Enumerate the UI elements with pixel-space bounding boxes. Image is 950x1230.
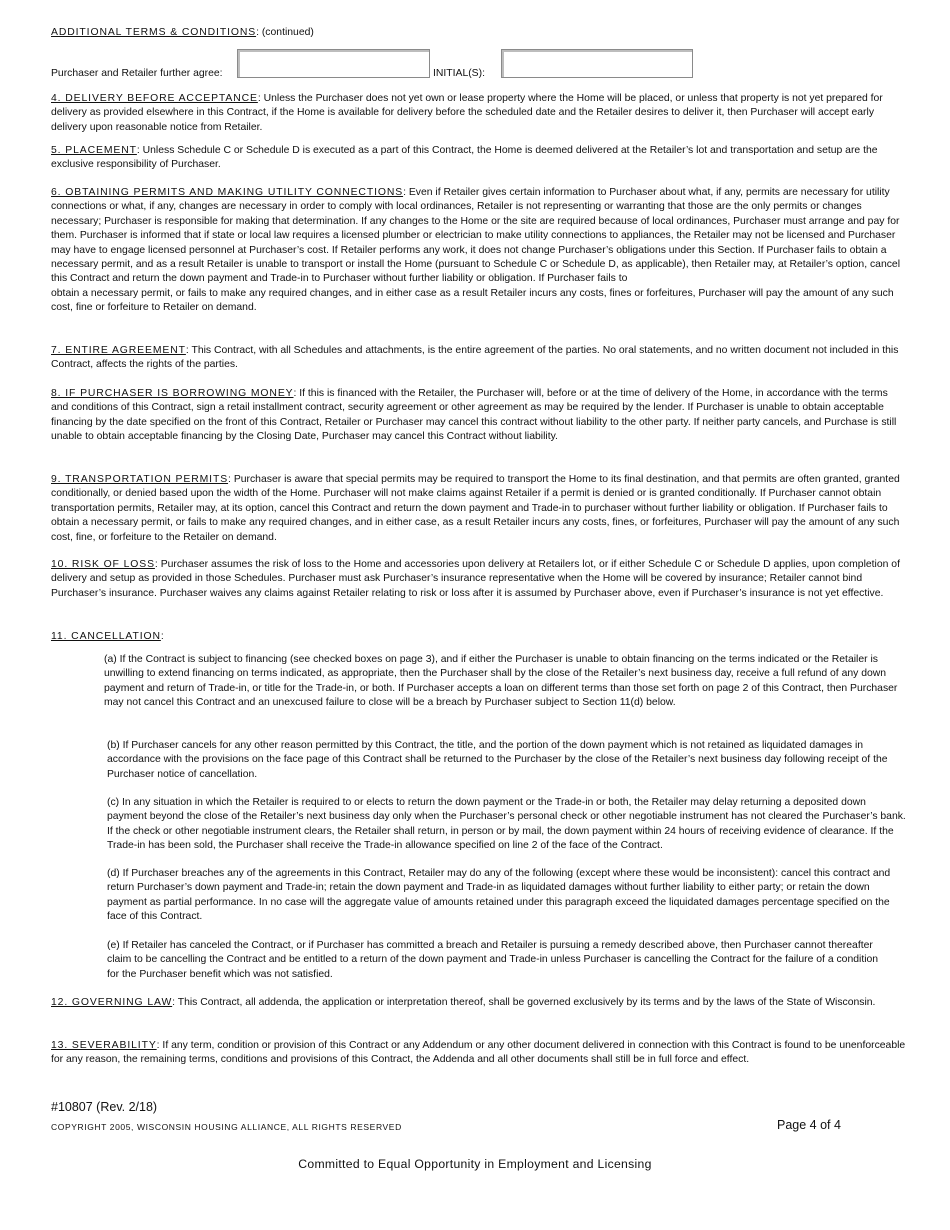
section-11-a: (a) If the Contract is subject to financing (see checked boxes on page 3), and if either the Purchaser is unable to obtain financing on the terms indicated or the Retailer is unwilling to extend financing on terms indicated, as appropriate, then the Purchaser shall by the close of the Retailer’s next business day, receive a full refund of any down payment and return of Trade-in, or title for the Trade-in, or both. If Purchaser accepts a loan on different terms than those set forth on page 2 of this Contract, then Purchaser may not cancel this Contract and an unexcused failure to close will be a breach by Purchaser subject to Section 11(d) below. xyxy=(104,654,898,709)
section-6-body-continued: obtain a necessary permit, or fails to make any required changes, and in either case as a result Retailer incurs any costs, fines or forfeitures, Purchaser will pay the amount of any such cost, fine or forfeiture to Retailer on demand. xyxy=(51,287,894,314)
section-12 xyxy=(51,996,907,1010)
section-8 xyxy=(51,387,907,445)
section-6-heading: 6. OBTAINING PERMITS AND MAKING UTILITY CONNECTIONS xyxy=(51,187,404,198)
form-number: #10807 (Rev. 2/18) xyxy=(51,1100,158,1114)
section-11-e: (e) If Retailer has canceled the Contract, or if Purchaser has committed a breach and Retailer is pursuing a remedy described above, then Purchaser cannot thereafter claim to be cancelling the Contract and be entitled to a return of the down payment and Trade-in unless Purchaser is cancelling the Contract for the failure of a condition for the Purchaser benefit which was not satisfied. xyxy=(107,940,879,980)
initials-input[interactable] xyxy=(501,49,693,78)
header-title-suffix: : (continued) xyxy=(256,27,314,38)
agree-label: Purchaser and Retailer further agree: xyxy=(51,68,223,79)
section-12-heading: 12. GOVERNING LAW xyxy=(51,997,173,1008)
section-11 xyxy=(51,630,907,644)
section-11-d: (d) If Purchaser breaches any of the agreements in this Contract, Retailer may do any of the following (except where these would be inconsistent): cancel this contract and return Purchaser’s down payment and Trade-in; retain the down payment and Trade-in as liquidated damages without further liability to either party; or retain the down payment as partial performance. In no case will the aggregate value of amounts retained under this paragraph exceed the liquidated damages percentage specified on the face of this Contract. xyxy=(107,868,891,923)
section-9-heading: 9. TRANSPORTATION PERMITS xyxy=(51,474,229,485)
section-13-body: : If any term, condition or provision of this Contract or any Addendum or any other document delivered in connection with this Contract is found to be unenforceable for any reason, the remaining terms, conditions and provisions of this Contract, the Addenda and all other documents shall still be in full force and effect. xyxy=(51,1040,906,1066)
section-10-heading: 10. RISK OF LOSS xyxy=(51,559,155,570)
section-8-heading: 8. IF PURCHASER IS BORROWING MONEY xyxy=(51,388,294,399)
footer-tagline: Committed to Equal Opportunity in Employment and Licensing xyxy=(298,1157,652,1171)
section-5-body: : Unless Schedule C or Schedule D is executed as a part of this Contract, the Home is deemed delivered at the Retailer’s lot and transportation and setup are the exclusive responsibility of Purchaser. xyxy=(51,145,878,171)
section-7-heading: 7. ENTIRE AGREEMENT xyxy=(51,345,186,356)
section-13 xyxy=(51,1039,907,1068)
page-header xyxy=(51,26,907,40)
section-12-body: : This Contract, all addenda, the application or interpretation thereof, shall be governed exclusively by its terms and by the laws of the State of Wisconsin. xyxy=(172,997,876,1008)
copyright: COPYRIGHT 2005, WISCONSIN HOUSING ALLIANCE, ALL RIGHTS RESERVED xyxy=(51,1122,402,1132)
section-4-heading: 4. DELIVERY BEFORE ACCEPTANCE xyxy=(51,93,258,104)
section-6 xyxy=(51,186,907,316)
section-10 xyxy=(51,558,907,601)
section-8-body-continued: unable to obtain acceptable financing by the Closing Date, Purchaser may cancel this Contract without liability. xyxy=(51,431,558,443)
section-11-colon: : xyxy=(160,631,164,642)
section-7 xyxy=(51,344,907,373)
section-11-c: (c) In any situation in which the Retailer is required to or elects to return the down payment or the Trade-in or both, the Retailer may delay returning a deposited down payment beyond the close of the Retailer’s next business day only when the Purchaser’s personal check or other negotiable instrument has not cleared the Purchaser’s bank. If the check or other negotiable instrument clears, the Retailer shall return, in person or by mail, the down payment within 24 hours of receiving evidence of clearance. If the Trade-in has been sold, the Purchaser shall receive the Trade-in allowance specified on line 2 of the face of the Contract. xyxy=(107,797,906,852)
section-4-body: : Unless the Purchaser does not yet own or lease property where the Home will be placed, or unless that property is not yet prepared for delivery as provided elsewhere in this Contract, if the Home is available for delivery before the scheduled date and the Retailer desires to deliver it, then Purchaser will accept early delivery upon reasonable notice from Retailer. xyxy=(51,93,883,133)
page-number: Page 4 of 4 xyxy=(777,1118,841,1132)
section-13-heading: 13. SEVERABILITY xyxy=(51,1040,157,1051)
section-7-body: : This Contract, with all Schedules and attachments, is the entire agreement of the parties. No oral statements, and no written document not included in this Contract, affects the rights of the parties. xyxy=(51,345,899,371)
section-11-b: (b) If Purchaser cancels for any other reason permitted by this Contract, the title, and the portion of the down payment which is not retained as liquidated damages in accordance with the provisions on the face page of this Contract shall be returned to the Purchaser by the close of the Retailer’s next business day following receipt of the Purchaser notice of cancellation. xyxy=(107,740,888,780)
section-9 xyxy=(51,473,907,545)
section-5-heading: 5. PLACEMENT xyxy=(51,145,137,156)
section-4 xyxy=(51,92,907,135)
section-9-body: : Purchaser is aware that special permits may be required to transport the Home to its final destination, and that permits are often granted, granted conditionally, or denied based upon the width of the Home. Purchaser will not make claims against Retailer if a permit is denied or is granted conditionally. If Purchaser cannot obtain transportation permits, Retailer may, at its option, cancel this Contract and return the down payment and Trade-in to purchaser without further liability or obligation. If Purchaser fails to obtain a necessary permit, or fails to make any required changes, and in either case, as a result Retailer incurs any costs, fines, or forfeitures, Purchaser will pay the amount of any such cost, fine, or forfeiture to the Retailer on demand. xyxy=(51,474,900,543)
agree-input[interactable] xyxy=(237,49,430,78)
section-5 xyxy=(51,144,907,173)
section-6-body: : Even if Retailer gives certain information to Purchaser about what, if any, permits are necessary for utility connections or what, if any, changes are necessary in order to comply with local ordinances, Retailer is not representing or warranting that those are the only permits or changes necessary; Purchaser is responsible for making that determination. If any changes to the Home or the site are required because of local ordinances, Purchaser must arrange and pay for them. Purchaser is informed that if state or local law requires a licensed plumber or electrician to make utility connections to appliances, the Retailer may not be licensed and Purchaser may have to engage licensed personnel at Purchaser’s cost. If Retailer performs any work, it does not change Purchaser’s obligations under this Section. If Purchaser fails to obtain a necessary permit, and as a result Retailer is unable to transport or install the Home (pursuant to Schedule C or Schedule D, as applicable), then Retailer may, at Retailer’s option, cancel this Contract and return the down payment and Trade-in to Purchaser without further liability or obligation. If Purchaser fails to xyxy=(51,187,901,285)
section-8-body: : If this is financed with the Retailer, the Purchaser will, before or at the time of delivery of the Home, in accordance with the terms and conditions of this Contract, sign a retail installment contract, security agreement or other agreement as may be required by the lender. If Purchaser is unable to obtain acceptable financing by the date specified on the front of this Contract, Retailer or Purchaser may cancel this contract without liability to the other party. If neither party cancels, and Purchase is still xyxy=(51,388,897,428)
initial-label: INITIAL(S): xyxy=(433,68,485,79)
section-11-heading: 11. CANCELLATION xyxy=(51,631,161,642)
header-title: ADDITIONAL TERMS & CONDITIONS xyxy=(51,27,257,38)
section-10-body: : Purchaser assumes the risk of loss to the Home and accessories upon delivery at Retailers lot, or if either Schedule C or Schedule D applies, upon completion of delivery and setup as provided in those Schedules. Purchaser must ask Purchaser’s insurance representative when the Home will be covered by insurance; Retailer cannot bind Purchaser’s insurance. Purchaser waives any claims against Retailer relating to risk or loss after it is assumed by Purchaser above, even if Purchaser’s insurance is not yet effective. xyxy=(51,559,900,599)
